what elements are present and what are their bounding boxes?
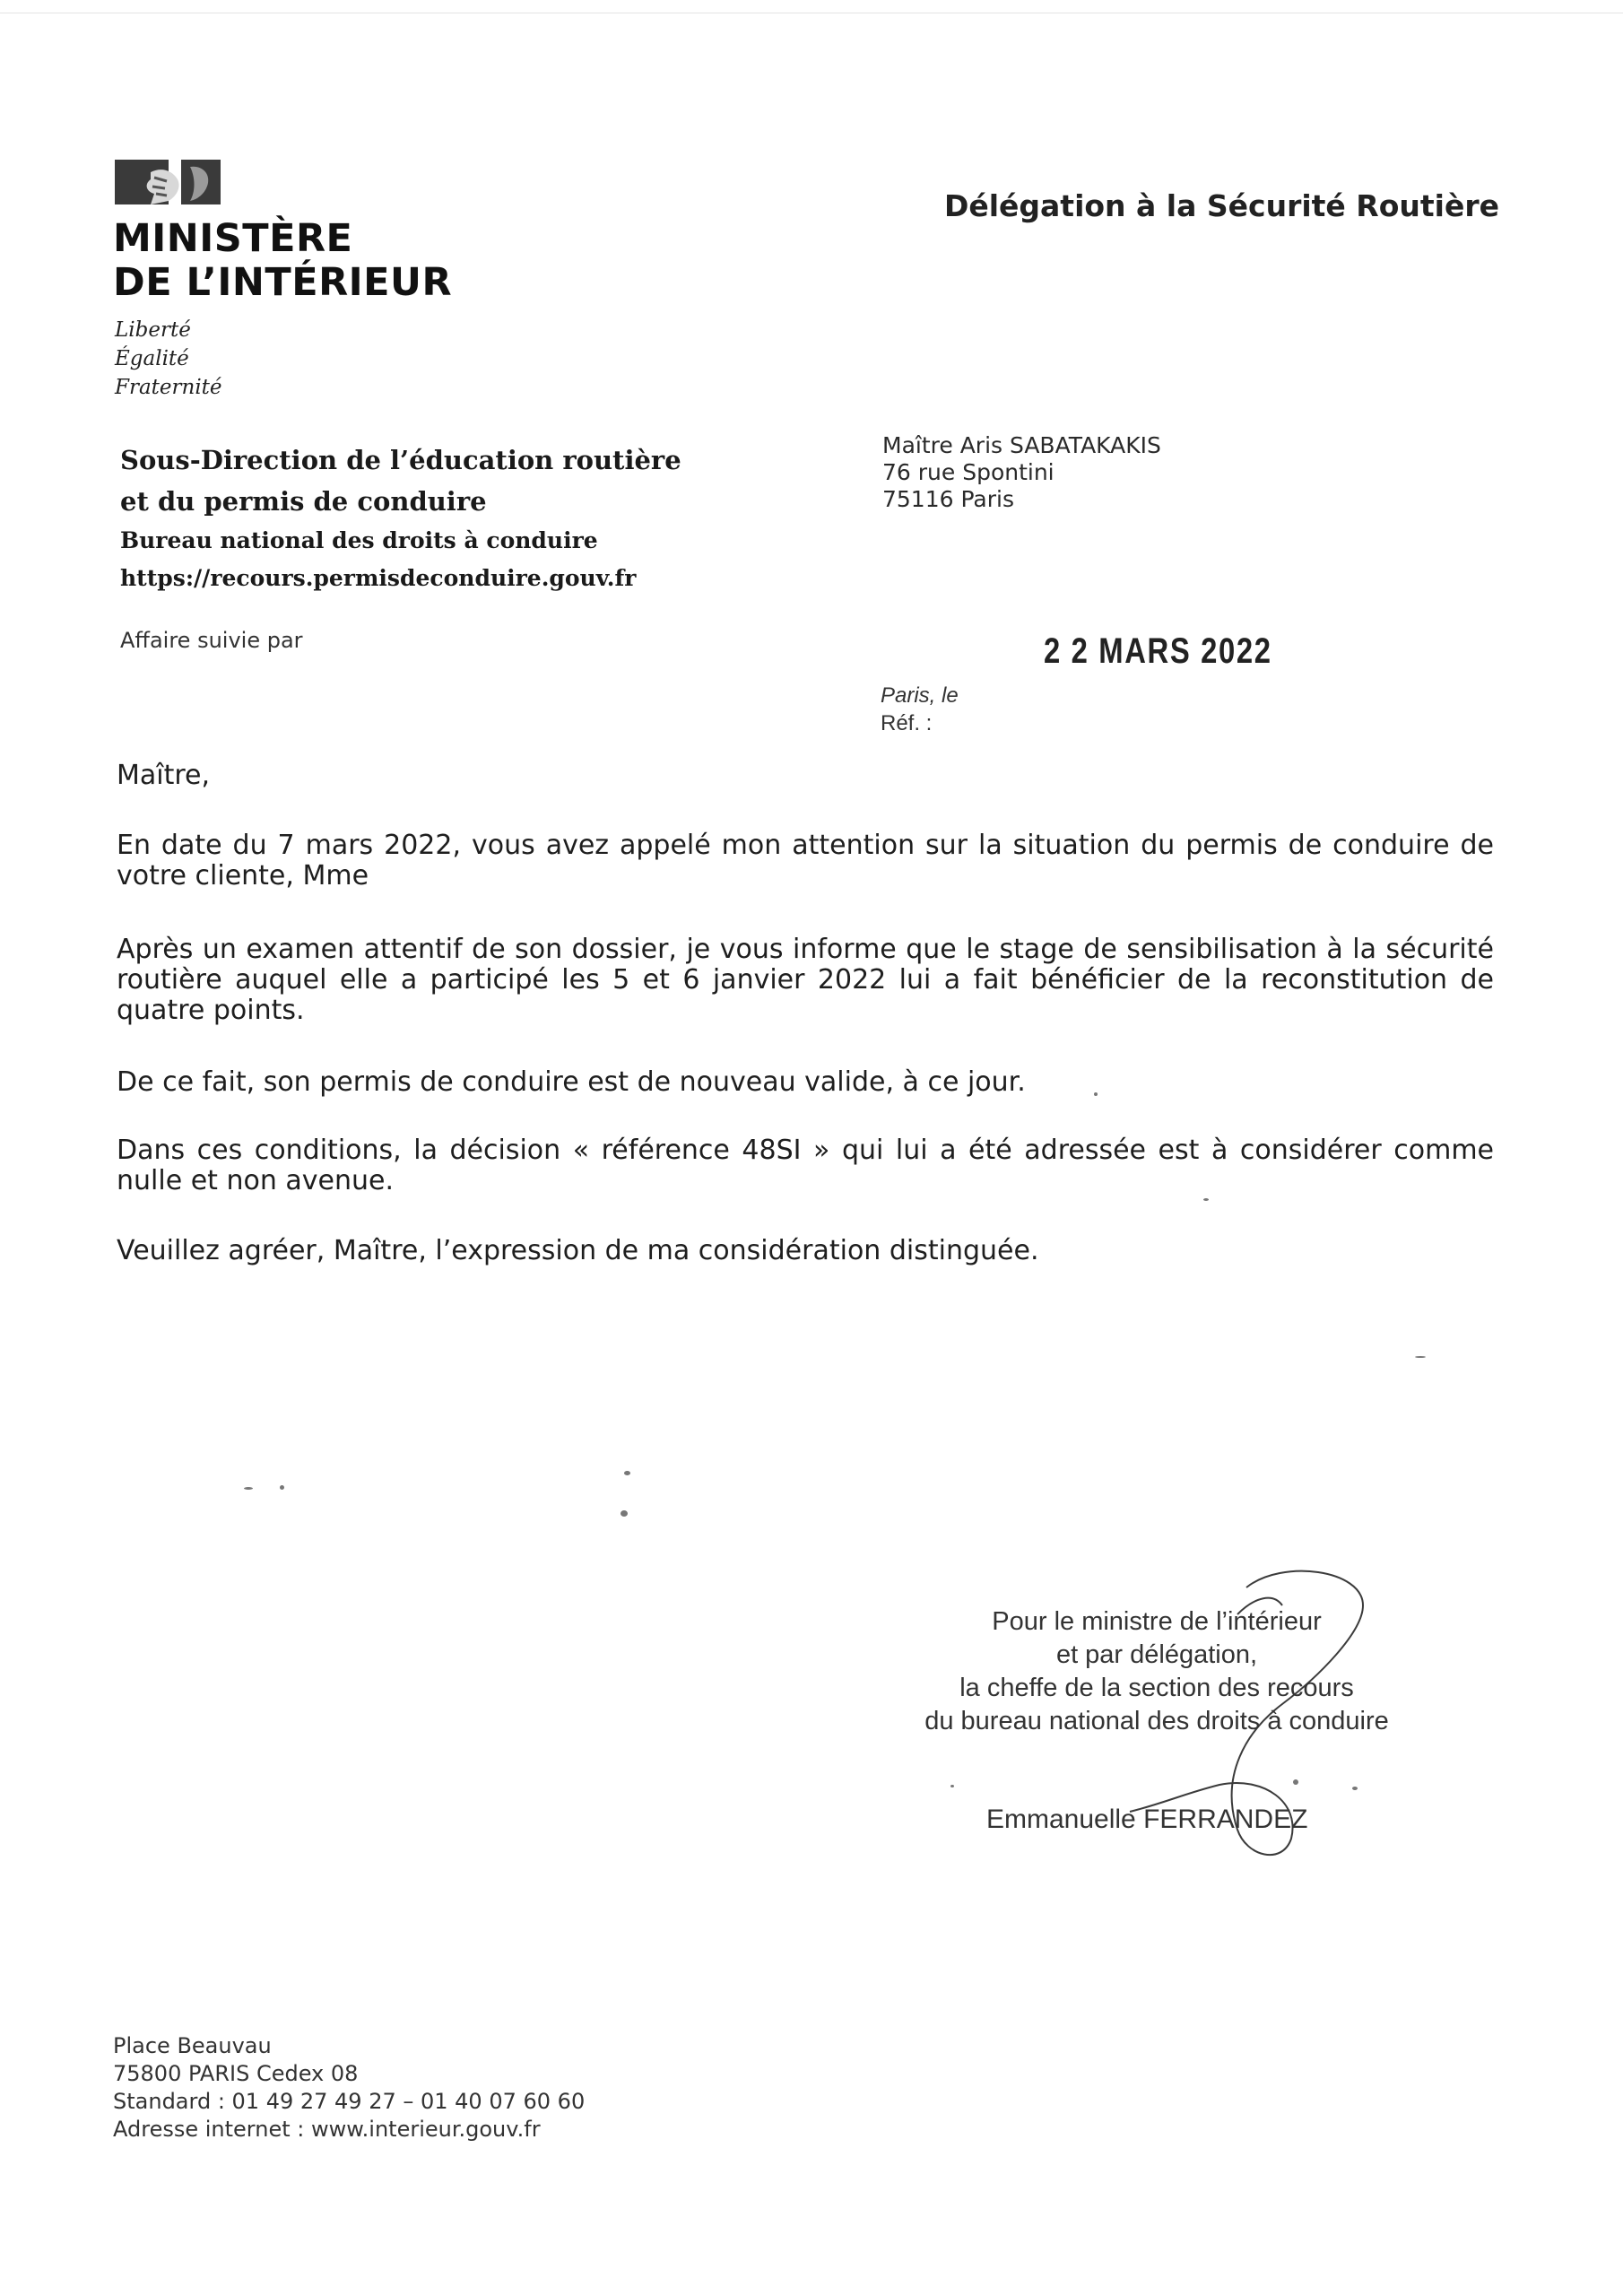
footer-line-1: Place Beauvau bbox=[113, 2033, 272, 2058]
service-line-1: Sous-Direction de l’éducation routière bbox=[120, 445, 681, 475]
footer-line-3: Standard : 01 49 27 49 27 – 01 40 07 60 60 bbox=[113, 2089, 586, 2114]
delegation-title: Délégation à la Sécurité Routière bbox=[943, 188, 1499, 223]
sender-service bbox=[120, 439, 681, 597]
scan-speck bbox=[624, 1471, 630, 1475]
scan-speck bbox=[244, 1487, 253, 1490]
salutation: Maître, bbox=[117, 760, 211, 791]
motto-liberte: Liberté bbox=[115, 318, 191, 342]
recipient-name: Maître Aris SABATAKAKIS bbox=[882, 432, 1161, 458]
paragraph-1: En date du 7 mars 2022, vous avez appelé mon attention sur la situation du permis de conduire de votre cliente, Mme bbox=[117, 830, 1494, 891]
signer-name: Emmanuelle FERRANDEZ bbox=[986, 1805, 1308, 1834]
scan-speck bbox=[1094, 1092, 1098, 1096]
paragraph-3: De ce fait, son permis de conduire est de nouveau valide, à ce jour. bbox=[117, 1066, 1026, 1098]
reference-label: Réf. : bbox=[881, 711, 933, 735]
recipient-street: 76 rue Spontini bbox=[882, 459, 1055, 485]
service-line-2: et du permis de conduire bbox=[120, 486, 487, 517]
signature-line-2: et par délégation, bbox=[1055, 1640, 1258, 1669]
recipient-city: 75116 Paris bbox=[882, 486, 1014, 512]
date-stamp: 2 2 MARS 2022 bbox=[1044, 631, 1272, 671]
place-date-label: Paris, le bbox=[881, 683, 959, 708]
marianne-logo-icon bbox=[115, 160, 221, 204]
paragraph-4: Dans ces conditions, la décision « référence 48SI » qui lui a été adressée est à considérer comme nulle et non avenue. bbox=[117, 1135, 1494, 1196]
footer-line-4: Adresse internet : www.interieur.gouv.fr bbox=[113, 2117, 541, 2142]
service-line-3: Bureau national des droits à conduire bbox=[120, 527, 598, 553]
footer-line-2: 75800 PARIS Cedex 08 bbox=[113, 2061, 359, 2086]
footer-address bbox=[113, 2032, 585, 2144]
service-url: https://recours.permisdeconduire.gouv.fr bbox=[120, 565, 637, 591]
closing-paragraph: Veuillez agréer, Maître, l’expression de ma considération distinguée. bbox=[117, 1235, 1039, 1266]
followed-by-label: Affaire suivie par bbox=[120, 628, 303, 653]
ministry-name bbox=[113, 217, 452, 305]
scan-speck bbox=[1293, 1779, 1298, 1785]
scan-speck bbox=[1203, 1198, 1209, 1201]
scan-speck bbox=[280, 1485, 284, 1490]
ministry-line-2: DE L’INTÉRIEUR bbox=[113, 260, 453, 305]
scan-speck bbox=[950, 1785, 954, 1787]
signature-line-4: du bureau national des droits à conduire bbox=[924, 1707, 1389, 1735]
signature-block bbox=[897, 1605, 1417, 1738]
recipient-address bbox=[882, 432, 1161, 513]
signature-line-3: la cheffe de la section des recours bbox=[959, 1674, 1354, 1702]
republic-motto bbox=[115, 316, 222, 402]
scan-speck bbox=[1352, 1787, 1358, 1790]
scan-speck bbox=[1415, 1356, 1426, 1358]
signature-line-1: Pour le ministre de l’intérieur bbox=[992, 1607, 1322, 1636]
scan-speck bbox=[621, 1510, 628, 1517]
motto-fraternite: Fraternité bbox=[115, 376, 222, 399]
ministry-line-1: MINISTÈRE bbox=[113, 216, 353, 261]
paragraph-2: Après un examen attentif de son dossier, je vous informe que le stage de sensibilisation à la sécurité routière auquel elle a participé les 5 et 6 janvier 2022 lui a fait bénéficier de la reconstitution de quatre points. bbox=[117, 934, 1494, 1026]
motto-egalite: Égalité bbox=[115, 347, 189, 370]
